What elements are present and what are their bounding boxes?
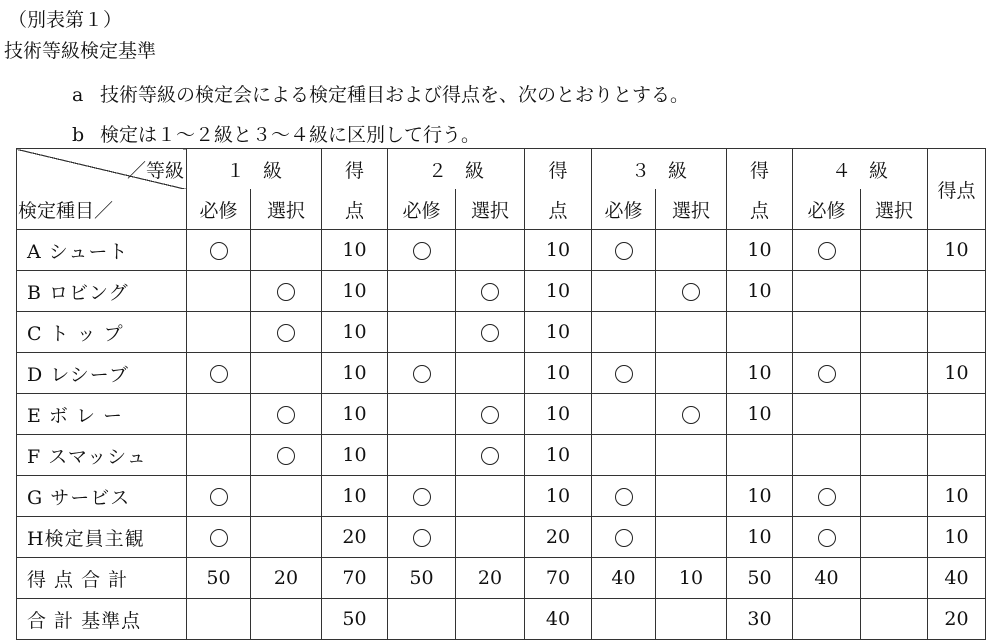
check-circle-cell (187, 230, 251, 271)
check-circle-cell (793, 353, 861, 394)
event-name: H検定員主観 (17, 517, 187, 558)
table-cell (861, 312, 928, 353)
table-row (17, 476, 986, 517)
grade-header-3: ３ 級 (592, 149, 727, 190)
table-cell: 10 (525, 271, 592, 312)
table-cell: 10 (727, 230, 793, 271)
circle-mark-icon (210, 242, 228, 260)
table-cell (928, 435, 986, 476)
item-a (72, 80, 689, 107)
event-name: 得 点 合 計 (17, 558, 187, 599)
table-cell: 10 (727, 271, 793, 312)
table-cell (656, 599, 727, 640)
table-cell (592, 312, 656, 353)
check-circle-cell (793, 230, 861, 271)
check-circle-cell (456, 312, 525, 353)
grade-header-1: １ 級 (187, 149, 322, 190)
table-cell: 50 (187, 558, 251, 599)
table-cell (656, 312, 727, 353)
table-row (17, 599, 986, 640)
table-cell (456, 230, 525, 271)
circle-mark-icon (682, 406, 700, 424)
table-body (17, 230, 986, 640)
check-circle-cell (793, 517, 861, 558)
check-circle-cell (388, 230, 456, 271)
circle-mark-icon (277, 406, 295, 424)
table-cell (456, 353, 525, 394)
event-name: 合 計 基準点 (17, 599, 187, 640)
table-cell: 10 (322, 394, 388, 435)
circle-mark-icon (481, 283, 499, 301)
table-cell: 20 (456, 558, 525, 599)
circle-mark-icon (818, 529, 836, 547)
table-cell (727, 312, 793, 353)
circle-mark-icon (615, 488, 633, 506)
check-circle-cell (592, 230, 656, 271)
table-row (17, 353, 986, 394)
corner-header-top: ／等級 (17, 149, 187, 190)
header-row-2 (17, 189, 986, 230)
event-name: A シュート (17, 230, 187, 271)
table-cell: 10 (928, 517, 986, 558)
table-cell: 70 (525, 558, 592, 599)
circle-mark-icon (481, 406, 499, 424)
table-cell: 20 (322, 517, 388, 558)
table-cell: 10 (727, 476, 793, 517)
score-header-3-bottom: 点 (727, 189, 793, 230)
score-header-2-top: 得 (525, 149, 592, 190)
table-cell: 10 (656, 558, 727, 599)
circle-mark-icon (818, 488, 836, 506)
check-circle-cell (251, 312, 322, 353)
table-cell (388, 435, 456, 476)
circle-mark-icon (413, 488, 431, 506)
circle-mark-icon (413, 242, 431, 260)
table-cell: 10 (322, 230, 388, 271)
table-cell (388, 312, 456, 353)
check-circle-cell (187, 517, 251, 558)
check-circle-cell (251, 394, 322, 435)
table-cell: 50 (322, 599, 388, 640)
circle-mark-icon (682, 283, 700, 301)
circle-mark-icon (413, 365, 431, 383)
table-cell (592, 435, 656, 476)
required-header: 必修 (187, 189, 251, 230)
check-circle-cell (251, 271, 322, 312)
check-circle-cell (187, 353, 251, 394)
circle-mark-icon (277, 447, 295, 465)
circle-mark-icon (413, 529, 431, 547)
table-cell (251, 517, 322, 558)
circle-mark-icon (277, 324, 295, 342)
elective-header: 選択 (251, 189, 322, 230)
table-cell (861, 517, 928, 558)
table-cell (592, 394, 656, 435)
table-cell: 10 (525, 312, 592, 353)
table-cell: 10 (525, 230, 592, 271)
appendix-label: （別表第１） (8, 9, 123, 31)
check-circle-cell (251, 435, 322, 476)
table-cell: 10 (525, 476, 592, 517)
table-cell (388, 599, 456, 640)
table-cell (592, 271, 656, 312)
corner-header-bottom: 検定種目／ (17, 189, 187, 230)
table-row (17, 558, 986, 599)
grade-header-2: ２ 級 (388, 149, 525, 190)
table-cell (861, 353, 928, 394)
table-cell (861, 599, 928, 640)
required-header: 必修 (388, 189, 456, 230)
event-name: C ト ッ プ (17, 312, 187, 353)
table-cell (251, 353, 322, 394)
table-cell (861, 435, 928, 476)
elective-header: 選択 (656, 189, 727, 230)
header-row-1 (17, 149, 986, 190)
table-row (17, 271, 986, 312)
table-cell: 10 (727, 517, 793, 558)
table-cell (928, 271, 986, 312)
check-circle-cell (592, 517, 656, 558)
table-cell: 20 (525, 517, 592, 558)
check-circle-cell (388, 517, 456, 558)
table-cell (456, 517, 525, 558)
table-cell (656, 517, 727, 558)
table-cell: 20 (251, 558, 322, 599)
event-name: E ボ レ ー (17, 394, 187, 435)
table-cell (656, 476, 727, 517)
table-cell (187, 435, 251, 476)
table-cell (251, 230, 322, 271)
table-cell: 10 (322, 353, 388, 394)
circle-mark-icon (210, 529, 228, 547)
table-cell: 40 (928, 558, 986, 599)
table-cell: 10 (322, 435, 388, 476)
circle-mark-icon (210, 365, 228, 383)
score-header-1-top: 得 (322, 149, 388, 190)
table-cell: 50 (727, 558, 793, 599)
check-circle-cell (456, 394, 525, 435)
grade-header-4: ４ 級 (793, 149, 928, 190)
table-cell (861, 394, 928, 435)
table-cell (861, 230, 928, 271)
table-cell (928, 394, 986, 435)
table-cell (251, 599, 322, 640)
table-cell: 40 (793, 558, 861, 599)
table-cell (388, 271, 456, 312)
table-cell (793, 394, 861, 435)
table-cell (592, 599, 656, 640)
elective-header: 選択 (456, 189, 525, 230)
item-b-mark: b (72, 124, 85, 146)
criteria-table (16, 148, 986, 640)
check-circle-cell (388, 476, 456, 517)
table-cell: 70 (322, 558, 388, 599)
score-header-total: 得点 (928, 149, 986, 230)
table-cell (251, 476, 322, 517)
table-cell: 10 (525, 394, 592, 435)
check-circle-cell (456, 271, 525, 312)
circle-mark-icon (615, 242, 633, 260)
table-cell: 40 (592, 558, 656, 599)
table-cell (793, 435, 861, 476)
table-cell (187, 312, 251, 353)
check-circle-cell (656, 271, 727, 312)
table-cell (456, 476, 525, 517)
circle-mark-icon (818, 365, 836, 383)
table-row (17, 435, 986, 476)
table-cell: 10 (928, 353, 986, 394)
table-cell: 50 (388, 558, 456, 599)
circle-mark-icon (277, 283, 295, 301)
table-cell: 30 (727, 599, 793, 640)
table-cell: 10 (322, 312, 388, 353)
elective-header: 選択 (861, 189, 928, 230)
score-header-2-bottom: 点 (525, 189, 592, 230)
event-name: G サービス (17, 476, 187, 517)
score-header-3-top: 得 (727, 149, 793, 190)
table-cell (793, 312, 861, 353)
table-cell: 10 (928, 476, 986, 517)
table-cell (388, 394, 456, 435)
table-cell (793, 599, 861, 640)
circle-mark-icon (615, 365, 633, 383)
check-circle-cell (592, 476, 656, 517)
score-header-1-bottom: 点 (322, 189, 388, 230)
table-cell: 10 (928, 230, 986, 271)
required-header: 必修 (793, 189, 861, 230)
table-cell (727, 435, 793, 476)
table-cell (456, 599, 525, 640)
table-cell (861, 271, 928, 312)
circle-mark-icon (481, 324, 499, 342)
table-cell: 10 (727, 353, 793, 394)
check-circle-cell (456, 435, 525, 476)
table-row (17, 312, 986, 353)
table-cell: 10 (727, 394, 793, 435)
circle-mark-icon (818, 242, 836, 260)
table-cell: 10 (525, 435, 592, 476)
table-cell: 10 (322, 271, 388, 312)
circle-mark-icon (481, 447, 499, 465)
table-cell: 10 (322, 476, 388, 517)
table-cell: 20 (928, 599, 986, 640)
table-row (17, 230, 986, 271)
circle-mark-icon (210, 488, 228, 506)
check-circle-cell (793, 476, 861, 517)
item-b-text: 検定は１～２級と３～４級に区別して行う。 (100, 124, 481, 146)
table-cell (656, 435, 727, 476)
table-cell (187, 599, 251, 640)
required-header: 必修 (592, 189, 656, 230)
item-a-mark: a (72, 84, 84, 106)
item-a-text: 技術等級の検定会による検定種目および得点を、次のとおりとする。 (100, 84, 690, 106)
event-name: F スマッシュ (17, 435, 187, 476)
document-title: 技術等級検定基準 (4, 40, 157, 62)
table-row (17, 517, 986, 558)
table-cell (656, 230, 727, 271)
table-cell (187, 394, 251, 435)
check-circle-cell (187, 476, 251, 517)
event-name: D レシーブ (17, 353, 187, 394)
table-cell (928, 312, 986, 353)
table-cell (656, 353, 727, 394)
table-cell: 10 (525, 353, 592, 394)
table-cell (793, 271, 861, 312)
table-cell (861, 558, 928, 599)
check-circle-cell (592, 353, 656, 394)
circle-mark-icon (615, 529, 633, 547)
table-cell: 40 (525, 599, 592, 640)
table-cell (861, 476, 928, 517)
table-row (17, 394, 986, 435)
check-circle-cell (656, 394, 727, 435)
check-circle-cell (388, 353, 456, 394)
item-b (72, 120, 480, 147)
event-name: B ロビング (17, 271, 187, 312)
table-cell (187, 271, 251, 312)
